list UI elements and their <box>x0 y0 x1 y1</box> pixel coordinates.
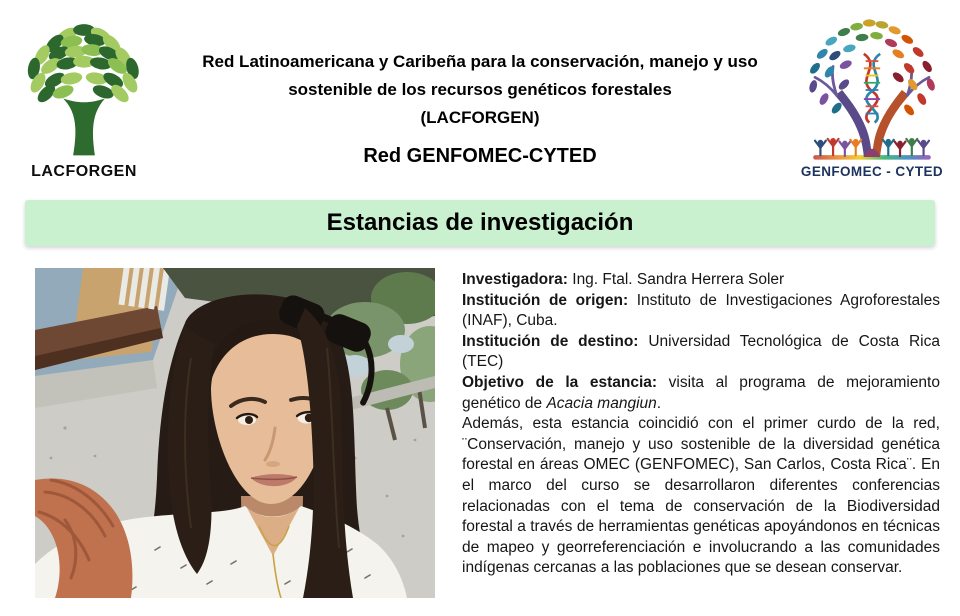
content-row <box>0 268 960 598</box>
researcher-photo-image <box>35 268 435 598</box>
title-line-1: Red Latinoamericana y Caribeña para la conservación, manejo y uso <box>202 52 758 71</box>
slide-header <box>0 0 960 198</box>
genfomec-logo-label: GENFOMEC - CYTED <box>800 164 944 179</box>
network-title <box>150 48 810 168</box>
genfomec-cyted-logo <box>796 14 948 179</box>
destination-institution-line: Institución de destino: Universidad Tecnológica de Costa Rica (TEC) <box>462 332 940 371</box>
title-line-3: (LACFORGEN) <box>420 108 540 127</box>
origin-institution-label: Institución de origen: <box>462 291 629 309</box>
section-banner <box>25 200 935 246</box>
genfomec-tree-icon <box>799 14 945 166</box>
lacforgen-tree-icon <box>14 20 154 162</box>
subtitle-red-genfomec: Red GENFOMEC-CYTED <box>363 145 597 167</box>
lacforgen-logo <box>10 20 158 181</box>
title-line-2: sostenible de los recursos genéticos forestales <box>288 80 672 99</box>
researcher-photo <box>35 268 435 598</box>
stay-details <box>462 268 940 598</box>
origin-institution-line: Institución de origen: Instituto de Investigaciones Agroforestales (INAF), Cuba. <box>462 291 940 330</box>
lacforgen-logo-label: LACFORGEN <box>31 163 137 180</box>
researcher-label: Investigadora: <box>462 271 568 288</box>
destination-institution-label: Institución de destino: <box>462 332 639 350</box>
species-name: Acacia mangiun <box>546 394 657 412</box>
description-paragraph: Además, esta estancia coincidió con el primer curdo de la red, ¨Conservación, manejo y uso sostenible de la diversidad genética forestal en áreas OMEC (GENFOMEC), San Carlos, Costa Rica¨. En el marco del curso se desarrollaron diferentes conferencias relacionadas con el tema de conservación de la Biodiversidad forestal a través de herramientas genéticas apoyándonos en técnicas de mapeo y georreferenciación e involucrando a las comunidades indígenas cercanas a las poblaciones que se desean conservar. <box>462 415 940 577</box>
researcher-line: Investigadora: Ing. Ftal. Sandra Herrera Soler <box>462 271 785 288</box>
objective-line: Objetivo de la estancia: visita al programa de mejoramiento genético de Acacia mangiun. <box>462 373 940 412</box>
objective-label: Objetivo de la estancia: <box>462 373 658 391</box>
section-banner-title: Estancias de investigación <box>326 209 634 236</box>
